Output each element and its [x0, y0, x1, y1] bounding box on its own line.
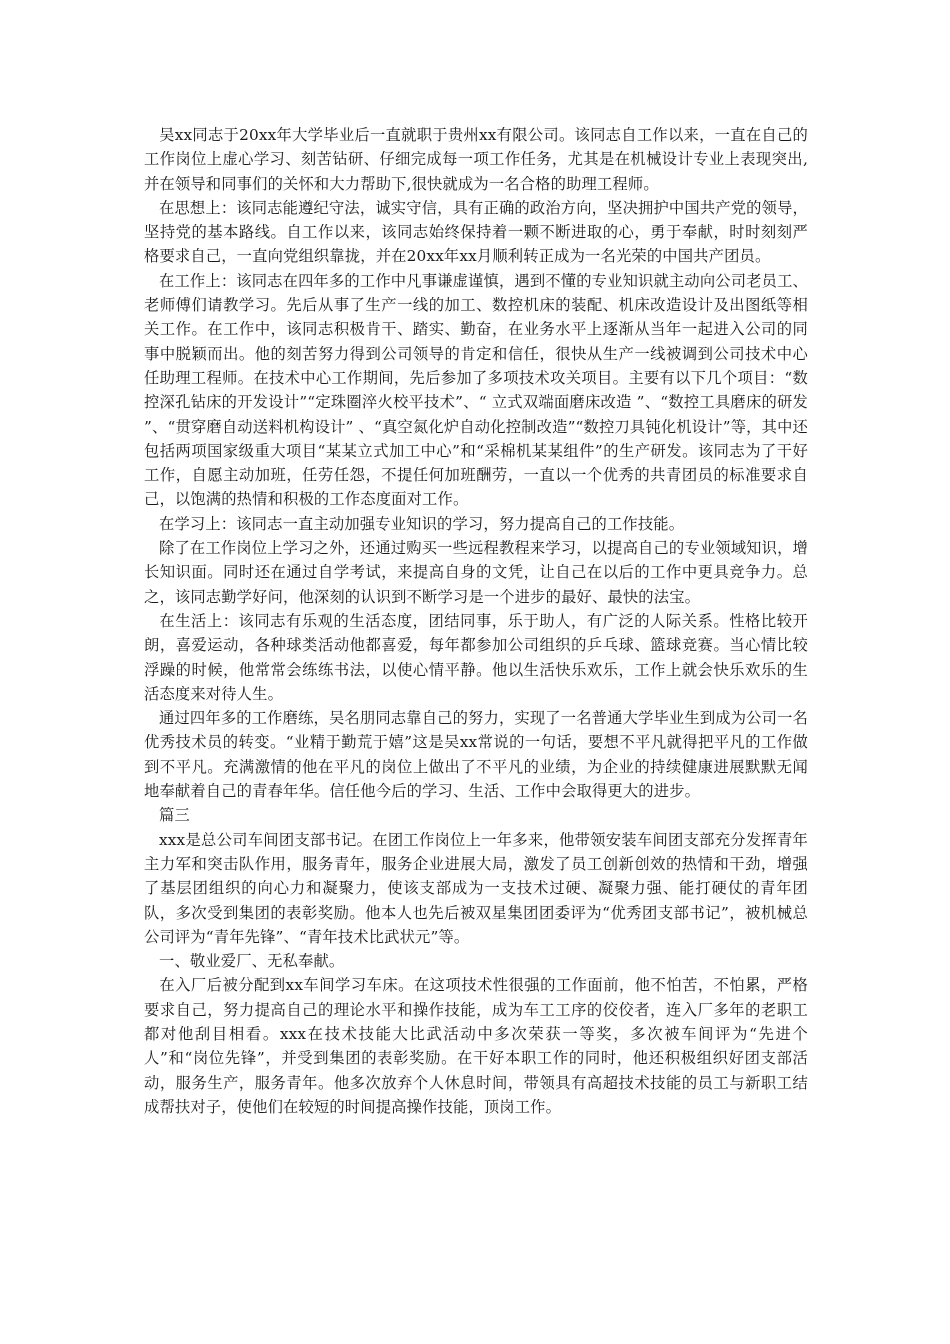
paragraph-text: 在思想上：该同志能遵纪守法，诚实守信，具有正确的政治方向，坚决拥护中国共产党的领导，坚持党的基本路线。自工作以来，该同志始终保持着一颗不断进取的心，勇于奉献，时时刻刻严格要求自己，一直向党组织靠拢，并在20xx年xx月顺利转正成为一名光荣的中国共产团员。	[144, 198, 808, 266]
paragraph-secretary	[144, 828, 808, 949]
paragraph-life	[144, 609, 808, 706]
section-heading	[144, 803, 808, 827]
subheading-dedication	[144, 949, 808, 973]
subheading-text: 一、敬业爱厂、无私奉献。	[159, 952, 345, 971]
paragraph-text: xxx是总公司车间团支部书记。在团工作岗位上一年多来，他带领安装车间团支部充分发挥青年主力军和突击队作用，服务青年，服务企业进展大局，激发了员工创新创效的热情和干劲，增强了基层团组织的向心力和凝聚力，使该支部成为一支技术过硬、凝聚力强、能打硬仗的青年团队，多次受到集团的表彰奖励。他本人也先后被双星集团团委评为“优秀团支部书记”，被机械总公司评为“青年先锋”、“青年技术比武状元”等。	[144, 830, 808, 946]
document-body	[144, 123, 808, 1119]
paragraph-text: 在入厂后被分配到xx车间学习车床。在这项技术性很强的工作面前，他不怕苦，不怕累，严格要求自己，努力提高自己的理论水平和操作技能，成为车工工序的佼佼者，连入厂多年的老职工都对他刮目相看。xxx在技术技能大比武活动中多次荣获一等奖，多次被车间评为“先进个人”和“岗位先锋”，并受到集团的表彰奖励。在干好本职工作的同时，他还积极组织好团支部活动，服务生产，服务青年。他多次放弃个人休息时间，带领具有高超技术技能的员工与新职工结成帮扶对子，使他们在较短的时间提高操作技能，顶岗工作。	[144, 976, 808, 1116]
paragraph-text: 通过四年多的工作磨练，吴名朋同志靠自己的努力，实现了一名普通大学毕业生到成为公司一名优秀技术员的转变。“业精于勤荒于嬉”这是吴xx常说的一句话，要想不平凡就得把平凡的工作做到不平凡。充满激情的他在平凡的岗位上做出了不平凡的业绩，为企业的持续健康进展默默无闻地奉献着自己的青春年华。信任他今后的学习、生活、工作中会取得更大的进步。	[144, 709, 808, 801]
paragraph-text: 吴xx同志于20xx年大学毕业后一直就职于贵州xx有限公司。该同志自工作以来，一直在自己的工作岗位上虚心学习、刻苦钻研、仔细完成每一项工作任务，尤其是在机械设计专业上表现突出,并在领导和同事们的关怀和大力帮助下,很快就成为一名合格的助理工程师。	[144, 126, 808, 193]
paragraph-text: 在工作上：该同志在四年多的工作中凡事谦虚谨慎，遇到不懂的专业知识就主动向公司老员工、老师傅们请教学习。先后从事了生产一线的加工、数控机床的装配、机床改造设计及出图纸等相关工作。在工作中，该同志积极肯干、踏实、勤奋，在业务水平上逐渐从当年一起进入公司的同事中脱颖而出。他的刻苦努力得到公司领导的肯定和信任，很快从生产一线被调到公司技术中心任助理工程师。在技术中心工作期间，先后参加了多项技术攻关项目。主要有以下几个项目：“数控深孔钻床的开发设计”“定珠圈淬火校平技术”、“ 立式双端面磨床改造 ”、“数控工具磨床的研发 ”、“贯穿磨自动送料机构设计” 、“真空氮化炉自动化控制改造”“数控刀具钝化机设计”等，其中还包括两项国家级重大项目“某某立式加工中心”和“采棉机某某组件”的生产研发。该同志为了干好工作，自愿主动加班，任劳任怨，不提任何加班酬劳，一直以一个优秀的共青团员的标准要求自己，以饱满的热情和积极的工作态度面对工作。	[144, 271, 808, 509]
paragraph-study	[144, 512, 808, 536]
paragraph-study-detail	[144, 536, 808, 609]
paragraph-work	[144, 269, 808, 512]
paragraph-intro	[144, 123, 808, 196]
paragraph-lathe	[144, 973, 808, 1119]
paragraph-text: 在学习上：该同志一直主动加强专业知识的学习，努力提高自己的工作技能。	[159, 514, 685, 533]
paragraph-summary	[144, 706, 808, 803]
paragraph-text: 在生活上：该同志有乐观的生活态度，团结同事，乐于助人，有广泛的人际关系。性格比较开朗，喜爱运动，各种球类活动他都喜爱，每年都参加公司组织的乒乓球、篮球竞赛。当心情比较浮躁的时候，他常常会练练书法，以使心情平静。他以生活快乐欢乐，工作上就会快乐欢乐的生活态度来对待人生。	[144, 611, 808, 703]
paragraph-thought	[144, 196, 808, 269]
paragraph-text: 除了在工作岗位上学习之外，还通过购买一些远程教程来学习，以提高自己的专业领域知识，增长知识面。同时还在通过自学考试，来提高自身的文凭，让自己在以后的工作中更具竞争力。总之，该同志勤学好问，他深刻的认识到不断学习是一个进步的最好、最快的法宝。	[144, 539, 808, 606]
section-heading-text: 篇三	[159, 806, 190, 825]
